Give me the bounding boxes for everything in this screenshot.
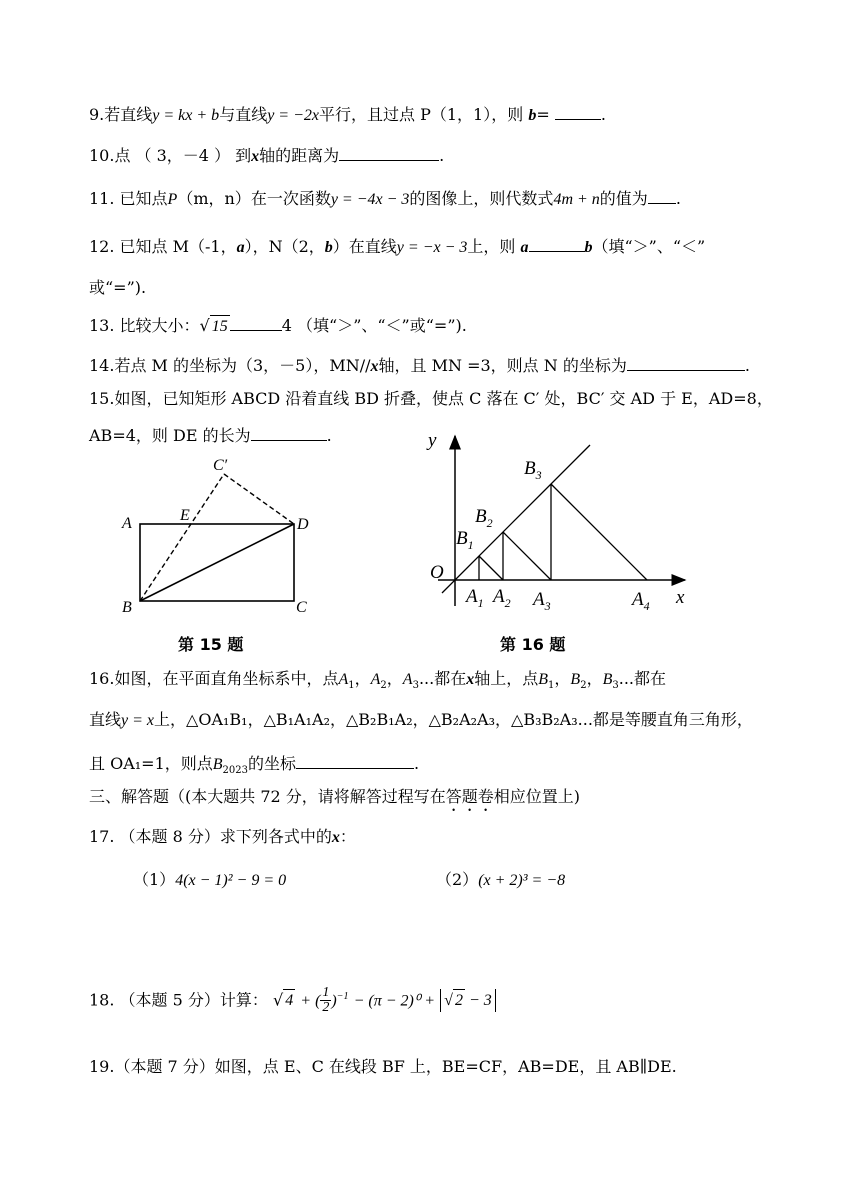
label-b2: $B_2$ — [475, 506, 493, 530]
answer-blank — [529, 235, 585, 252]
segment-b2-a3 — [503, 532, 551, 580]
answer-blank — [251, 424, 327, 441]
question-12-line1: 12. 已知点 M（-1，a），N（2，b）在直线y = −x − 3上，则 a b（填“＞”、“＜” — [89, 237, 706, 256]
question-9: 9.若直线y = kx + b与直线y = −2x平行，且过点 P（1，1），则 b= . — [89, 105, 606, 124]
question-17: 17. （本题 8 分）求下列各式中的x： — [89, 827, 356, 846]
label-a1: $A_1$ — [466, 586, 484, 610]
question-15-line1: 15.如图，已知矩形 ABCD 沿着直线 BD 折叠，使点 C 落在 C′ 处，BC′ 交 AD 于 E，AD=8， — [89, 389, 773, 408]
question-16-line1: 16.如图，在平面直角坐标系中，点$A_1$，$A_2$，$A_3$...都在x轴上，点$B_1$，$B_2$，$B_3$...都在 — [89, 669, 666, 692]
label-a2: $A_2$ — [493, 586, 511, 610]
question-16-line2: 直线y = x上，△OA₁B₁，△B₁A₁A₂，△B₂B₁A₂，△B₂A₂A₃，△B₃B₂A₃...都是等腰直角三角形， — [89, 710, 753, 729]
answer-blank — [648, 187, 676, 204]
label-x-axis: x — [676, 587, 685, 608]
answer-blank — [296, 752, 414, 769]
question-16-line3: 且 OA₁=1，则点$B_{2023}$的坐标 . — [89, 754, 420, 777]
question-12-line2: 或“=”). — [89, 278, 147, 297]
label-a3: $A_3$ — [533, 589, 551, 613]
question-13: 13. 比较大小：√ 15 4 （填“＞”、“＜”或“=”). — [89, 314, 467, 338]
answer-blank — [230, 314, 282, 331]
figure-15-caption: 第 15 题 — [178, 635, 244, 654]
answer-blank — [339, 144, 439, 161]
label-b3: $B_3$ — [524, 458, 542, 482]
label-origin: O — [430, 562, 444, 583]
fraction: $\frac{1}{2}$ — [322, 985, 330, 1016]
label-y-axis: y — [428, 430, 437, 451]
question-14: 14.若点 M 的坐标为（3，－5），MN//x轴，且 MN =3，则点 N 的坐标为 . — [89, 356, 750, 375]
segment-bc-prime — [140, 474, 224, 601]
question-11: 11. 已知点P（m，n）在一次函数y = −4x − 3的图像上，则代数式4m + n的值为 . — [89, 189, 681, 208]
segment-b1-a2 — [479, 556, 503, 580]
label-c: C — [296, 599, 307, 616]
question-17-part1: （1）4(x − 1)² − 9 = 0 — [133, 870, 287, 889]
question-19: 19.（本题 7 分）如图，点 E、C 在线段 BF 上，BE=CF，AB=DE，且 AB∥DE. — [89, 1057, 677, 1076]
line-y-equals-x — [442, 445, 590, 593]
label-a: A — [122, 515, 132, 532]
label-a4: $A_4$ — [632, 589, 650, 613]
label-c-prime: C′ — [213, 457, 228, 474]
answer-blank — [555, 103, 601, 120]
figure-16-caption: 第 16 题 — [500, 635, 566, 654]
question-18: 18. （本题 5 分）计算： √ 4 + ( $\frac{1}{2}$ )$^{-1}$ − (π − 2)⁰ + √ 2 − 3 — [89, 986, 496, 1015]
figure-15-rectangle-fold — [110, 452, 330, 622]
question-17-part2: （2）(x + 2)³ = −8 — [436, 870, 566, 889]
figure-16-coordinate-triangles — [420, 428, 710, 620]
sqrt-symbol: √ — [199, 316, 210, 335]
segment-c-prime-d — [224, 474, 294, 524]
segment-b3-a4 — [551, 484, 647, 580]
label-b1: $B_1$ — [456, 528, 474, 552]
label-d: D — [297, 516, 309, 533]
answer-blank — [627, 354, 745, 371]
label-b: B — [122, 599, 132, 616]
question-15-line2: AB=4，则 DE 的长为 . — [89, 426, 332, 445]
absolute-value: √ 2 − 3 — [440, 989, 496, 1012]
label-e: E — [180, 507, 190, 524]
section-3-heading: 三、解答题（(本大题共 72 分，请将解答过程写在答题卷相应位置上) — [89, 787, 581, 806]
diagonal-bd — [140, 524, 294, 601]
question-10: 10.点 （ 3，－4 ） 到x轴的距离为 . — [89, 146, 445, 165]
